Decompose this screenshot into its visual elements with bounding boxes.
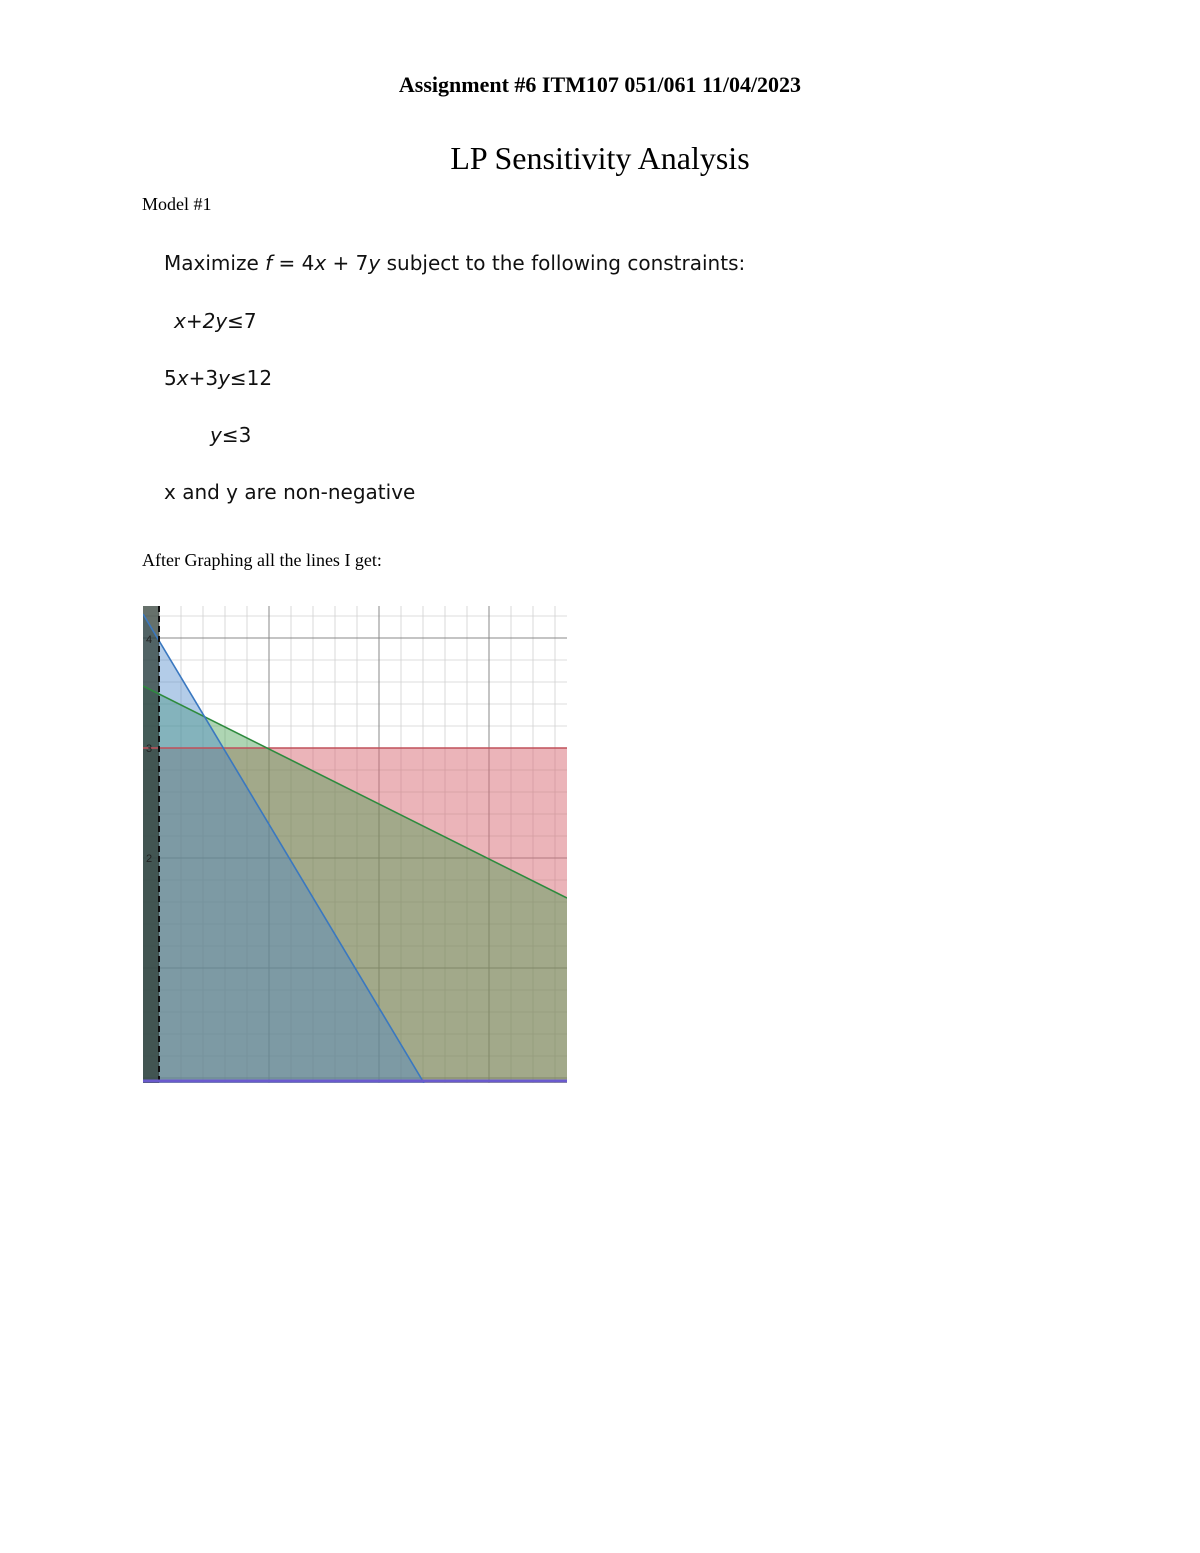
c1-y: y [215, 309, 228, 333]
constraint-2 [164, 366, 272, 390]
objective-f-var: f [265, 251, 273, 275]
objective-y-var: y [368, 251, 381, 275]
nonnegative-x-band [143, 606, 159, 1083]
objective-function [164, 251, 745, 275]
page-title: LP Sensitivity Analysis [450, 140, 750, 176]
c1-rhs: ≤7 [227, 309, 257, 333]
constraint-1 [174, 309, 257, 333]
feasible-region-graph [143, 606, 567, 1083]
constraint-nonnegative: x and y are non-negative [164, 480, 416, 504]
c1-mid: +2 [185, 309, 216, 333]
graph-svg [143, 606, 567, 1083]
c2-mid: +3 [188, 366, 219, 390]
objective-x-var: x [314, 251, 327, 275]
c2-rhs: ≤12 [229, 366, 273, 390]
c3-y: y [210, 423, 222, 447]
model-label: Model #1 [142, 194, 212, 214]
objective-suffix: subject to the following constraints: [380, 251, 746, 275]
constraint-3 [210, 423, 251, 447]
c2-y: y [218, 366, 230, 390]
c1-x: x [174, 309, 186, 333]
objective-eq2: + 7 [326, 251, 369, 275]
assignment-header: Assignment #6 ITM107 051/061 11/04/2023 [398, 72, 802, 97]
y-tick-label-2: 2 [146, 853, 153, 865]
c2-x: x [176, 366, 189, 390]
y-tick-label-4: 4 [146, 634, 153, 646]
objective-eq1: = 4 [272, 251, 315, 275]
objective-prefix: Maximize [164, 251, 266, 275]
y-tick-label-3: 3 [146, 743, 153, 755]
after-graphing-text: After Graphing all the lines I get: [142, 550, 382, 570]
c2-lead: 5 [164, 366, 177, 390]
c3-rhs: ≤3 [221, 423, 252, 447]
